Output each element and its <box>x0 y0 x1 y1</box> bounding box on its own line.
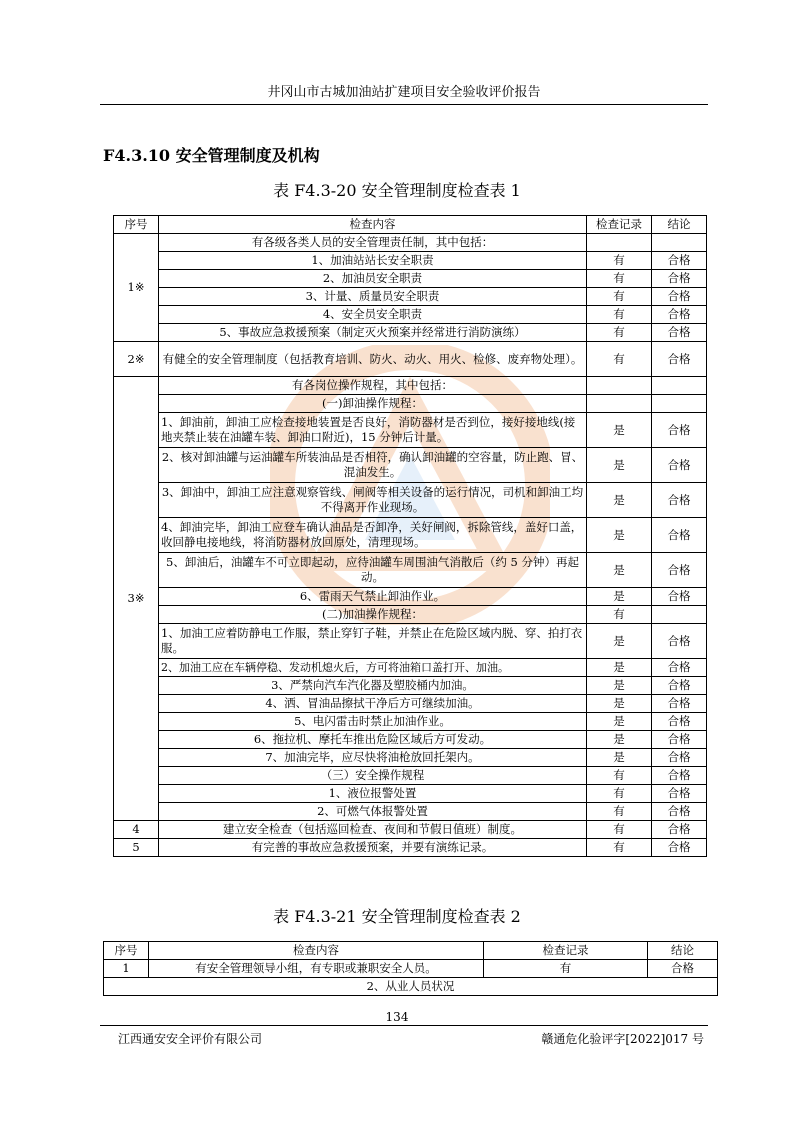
check-record <box>587 395 652 413</box>
header-cell: 检查记录 <box>484 942 648 960</box>
check-content: 4、洒、冒油品擦拭干净后方可继续加油。 <box>159 695 587 713</box>
table2-caption: 表 F4.3-21 安全管理制度检查表 2 <box>273 907 521 926</box>
check-record <box>587 234 652 252</box>
conclusion: 合格 <box>652 588 707 606</box>
conclusion: 合格 <box>652 785 707 803</box>
table-row <box>114 606 707 624</box>
conclusion <box>652 606 707 624</box>
header-cell: 检查记录 <box>587 216 652 234</box>
footer-rule <box>100 1025 708 1026</box>
row-number: 5 <box>114 839 159 857</box>
check-content: 6、拖拉机、摩托车推出危险区域后方可发动。 <box>159 731 587 749</box>
header-cell: 序号 <box>104 942 149 960</box>
conclusion: 合格 <box>652 803 707 821</box>
table-row <box>114 553 707 588</box>
check-content: 有各级各类人员的安全管理责任制，其中包括： <box>159 234 587 252</box>
conclusion: 合格 <box>652 252 707 270</box>
safety-management-checklist-1 <box>113 215 707 857</box>
check-content: 5、事故应急救援预案（制定灭火预案并经常进行消防演练） <box>159 324 587 342</box>
row-number: 4 <box>114 821 159 839</box>
check-record: 是 <box>587 677 652 695</box>
conclusion: 合格 <box>652 677 707 695</box>
conclusion: 合格 <box>652 713 707 731</box>
table-row <box>114 448 707 483</box>
table-row <box>104 978 718 996</box>
conclusion: 合格 <box>652 413 707 448</box>
header-cell: 结论 <box>648 942 718 960</box>
row-number: 1※ <box>114 234 159 342</box>
check-content: 有各岗位操作规程，其中包括： <box>159 377 587 395</box>
conclusion: 合格 <box>652 695 707 713</box>
check-record: 是 <box>587 749 652 767</box>
check-content: 有完善的事故应急救援预案，并要有演练记录。 <box>159 839 587 857</box>
conclusion: 合格 <box>652 839 707 857</box>
check-record: 有 <box>587 803 652 821</box>
check-content: 2、核对卸油罐与运油罐车所装油品是否相符，确认卸油罐的空容量，防止跑、冒、混油发生。 <box>159 448 587 483</box>
check-content: 3、计量、质量员安全职责 <box>159 288 587 306</box>
table-row <box>104 960 718 978</box>
check-content: 1、加油站站长安全职责 <box>159 252 587 270</box>
check-content: 7、加油完毕，应尽快将油枪放回托架内。 <box>159 749 587 767</box>
table-row <box>114 377 707 395</box>
table-row <box>114 767 707 785</box>
table-row <box>114 713 707 731</box>
check-content: 3、卸油中，卸油工应注意观察管线、闸阀等相关设备的运行情况，司机和卸油工均不得离开作业现场。 <box>159 483 587 518</box>
check-content: 1、加油工应着防静电工作服，禁止穿钉子鞋，并禁止在危险区域内脱、穿、拍打衣服。 <box>159 624 587 659</box>
table-row <box>114 588 707 606</box>
table-row <box>114 342 707 377</box>
check-record: 是 <box>587 624 652 659</box>
conclusion: 合格 <box>652 324 707 342</box>
check-record: 有 <box>587 767 652 785</box>
conclusion: 合格 <box>652 483 707 518</box>
conclusion: 合格 <box>652 731 707 749</box>
table-row <box>114 785 707 803</box>
table-header-row <box>104 942 718 960</box>
check-record: 有 <box>587 606 652 624</box>
table-row <box>114 306 707 324</box>
check-content: 建立安全检查（包括巡回检查、夜间和节假日值班）制度。 <box>159 821 587 839</box>
check-content: 有健全的安全管理制度（包括教育培训、防火、动火、用火、检修、废弃物处理）。 <box>159 342 587 377</box>
row-number: 3※ <box>114 377 159 821</box>
check-record: 是 <box>587 413 652 448</box>
header-cell: 检查内容 <box>159 216 587 234</box>
check-content: 1、液位报警处置 <box>159 785 587 803</box>
check-record: 是 <box>587 553 652 588</box>
check-record: 是 <box>587 588 652 606</box>
conclusion: 合格 <box>652 553 707 588</box>
table-row <box>114 659 707 677</box>
check-record: 有 <box>587 342 652 377</box>
table-row <box>114 324 707 342</box>
table-row <box>114 518 707 553</box>
table1-caption: 表 F4.3-20 安全管理制度检查表 1 <box>273 181 521 200</box>
table-row <box>114 252 707 270</box>
conclusion: 合格 <box>652 624 707 659</box>
conclusion: 合格 <box>652 448 707 483</box>
check-record: 是 <box>587 448 652 483</box>
check-record: 是 <box>587 483 652 518</box>
table-header-row <box>114 216 707 234</box>
check-content: 2、加油工应在车辆停稳、发动机熄火后，方可将油箱口盖打开、加油。 <box>159 659 587 677</box>
safety-management-checklist-2 <box>103 941 718 996</box>
header-cell: 检查内容 <box>149 942 484 960</box>
header-cell: 结论 <box>652 216 707 234</box>
check-record <box>587 377 652 395</box>
table-row <box>114 821 707 839</box>
conclusion: 合格 <box>652 270 707 288</box>
table-row <box>114 624 707 659</box>
conclusion: 合格 <box>652 306 707 324</box>
check-content: (一)卸油操作规程： <box>159 395 587 413</box>
header-cell: 序号 <box>114 216 159 234</box>
check-record: 有 <box>484 960 648 978</box>
check-content: 4、卸油完毕，卸油工应登车确认油品是否卸净，关好闸阀，拆除管线，盖好口盖，收回静电接地线，将消防器材放回原处，清理现场。 <box>159 518 587 553</box>
table-row <box>114 677 707 695</box>
conclusion: 合格 <box>652 518 707 553</box>
check-record: 有 <box>587 288 652 306</box>
conclusion: 合格 <box>652 342 707 377</box>
table-row <box>114 483 707 518</box>
conclusion: 合格 <box>652 749 707 767</box>
table-row <box>114 270 707 288</box>
check-content: 2、加油员安全职责 <box>159 270 587 288</box>
row-number: 2※ <box>114 342 159 377</box>
conclusion: 合格 <box>652 659 707 677</box>
table-row <box>114 395 707 413</box>
row-number: 1 <box>104 960 149 978</box>
check-record: 是 <box>587 695 652 713</box>
table-row <box>114 803 707 821</box>
running-header: 井冈山市古城加油站扩建项目安全验收评价报告 <box>267 85 541 100</box>
check-content: 有安全管理领导小组，有专职或兼职安全人员。 <box>149 960 484 978</box>
check-content: 1、卸油前，卸油工应检查接地装置是否良好，消防器材是否到位，接好接地线(接地夹禁止装在油罐车装、卸油口附近)，15 分钟后计量。 <box>159 413 587 448</box>
check-content: (二)加油操作规程： <box>159 606 587 624</box>
subheading-cell: 2、从业人员状况 <box>104 978 718 996</box>
conclusion <box>652 395 707 413</box>
header-rule <box>100 104 708 105</box>
conclusion: 合格 <box>648 960 718 978</box>
table-row <box>114 413 707 448</box>
check-record: 有 <box>587 821 652 839</box>
table-row <box>114 695 707 713</box>
section-title: F4.3.10 安全管理制度及机构 <box>103 146 320 165</box>
conclusion <box>652 234 707 252</box>
check-content: 3、严禁向汽车汽化器及塑胶桶内加油。 <box>159 677 587 695</box>
check-record: 有 <box>587 839 652 857</box>
check-record: 有 <box>587 324 652 342</box>
table-row <box>114 234 707 252</box>
check-content: 5、电闪雷击时禁止加油作业。 <box>159 713 587 731</box>
table-row <box>114 839 707 857</box>
check-content: 6、雷雨天气禁止卸油作业。 <box>159 588 587 606</box>
check-record: 是 <box>587 731 652 749</box>
check-record: 是 <box>587 659 652 677</box>
conclusion <box>652 377 707 395</box>
page-number: 134 <box>385 1010 409 1024</box>
footer-company: 江西通安安全评价有限公司 <box>118 1032 263 1046</box>
check-content: 2、可燃气体报警处置 <box>159 803 587 821</box>
table-row <box>114 288 707 306</box>
table-row <box>114 731 707 749</box>
check-content: 5、卸油后，油罐车不可立即起动，应待油罐车周围油气消散后（约 5 分钟）再起动。 <box>159 553 587 588</box>
conclusion: 合格 <box>652 821 707 839</box>
check-record: 有 <box>587 252 652 270</box>
check-record: 是 <box>587 518 652 553</box>
table-row <box>114 749 707 767</box>
check-content: （三）安全操作规程 <box>159 767 587 785</box>
check-record: 有 <box>587 306 652 324</box>
check-record: 是 <box>587 713 652 731</box>
check-record: 有 <box>587 270 652 288</box>
check-record: 有 <box>587 785 652 803</box>
conclusion: 合格 <box>652 767 707 785</box>
check-content: 4、安全员安全职责 <box>159 306 587 324</box>
conclusion: 合格 <box>652 288 707 306</box>
footer-doc-number: 赣通危化验评字[2022]017 号 <box>541 1032 704 1046</box>
